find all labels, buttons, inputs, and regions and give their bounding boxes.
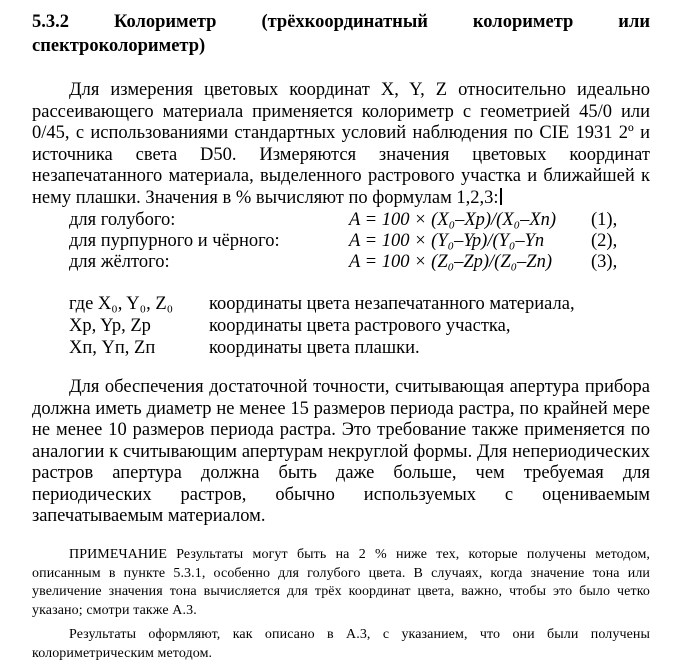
heading-word: колориметр bbox=[472, 12, 574, 32]
formula-number: (1), bbox=[591, 210, 618, 230]
coordinate-symbols: Xp, Yp, Zp bbox=[69, 316, 151, 336]
formula-expression: A = 100 × (Z₀–Zp)/(Z₀–Zп) bbox=[349, 252, 552, 272]
formula-label: для жёлтого: bbox=[69, 252, 170, 272]
note-paragraph: ПРИМЕЧАНИЕ Результаты могут быть на 2 % ниже тех, которые получены методом, описанным в пункте 5.3.1, особенно для голубого цвета. В случаях, когда значение тона или увеличение значения тона вычисляется для трёх координат цвета, важно, чтобы это было четко указано; смотри также А.3. bbox=[32, 547, 650, 618]
coordinate-symbols: где X₀, Y₀, Z₀ bbox=[69, 294, 174, 314]
coordinate-definition bbox=[69, 315, 629, 337]
intro-paragraph-text: Для измерения цветовых координат X, Y, Z относительно идеально рассеивающего материала применяется колориметр с геометрией 45/0 или 0/45, с использованиями стандартных условий наблюдения по CIE 1931 2º и источника света D50. Измеряются значения цветовых координат незапечатанного материала, выделенного растрового участка и ближайшей к нему плашки. Значения в % вычисляют по формулам 1,2,3: bbox=[32, 80, 650, 208]
formula-row bbox=[69, 251, 629, 273]
formula-row bbox=[69, 209, 629, 231]
coordinate-description: координаты цвета растрового участка, bbox=[209, 316, 511, 336]
formula-expression: A = 100 × (X₀–Xp)/(X₀–Xп) bbox=[349, 210, 557, 230]
formula-label: для голубого: bbox=[69, 210, 176, 230]
formula-expression: A = 100 × (Y₀–Yp)/(Y₀–Yп bbox=[349, 231, 545, 251]
formula-row bbox=[69, 230, 629, 252]
coordinate-definition bbox=[69, 293, 629, 315]
coordinate-description: координаты цвета плашки. bbox=[209, 338, 420, 358]
heading-line-1 bbox=[32, 10, 650, 34]
coordinate-description: координаты цвета незапечатанного материала, bbox=[209, 294, 575, 314]
aperture-paragraph: Для обеспечения достаточной точности, считывающая апертура прибора должна иметь диаметр не менее 15 размеров периода растра, по крайней мере не менее 10 размеров периода растра. Это требование также применяется по аналогии к считывающим апертурам некруглой формы. Для непериодических растров апертура должна быть даже больше, чем требуемая для периодических растров, обычно используемых с оцениваемым запечатываемым материалом. bbox=[32, 377, 650, 526]
heading-line-2: спектроколориметр) bbox=[32, 36, 206, 56]
heading-word: Колориметр bbox=[113, 12, 217, 32]
coordinate-definition bbox=[69, 337, 629, 359]
formula-label: для пурпурного и чёрного: bbox=[69, 231, 280, 251]
heading-word: или bbox=[618, 12, 650, 32]
note-results-paragraph: Результаты оформляют, как описано в А.3, с указанием, что они были получены колориметрическим методом. bbox=[32, 627, 650, 661]
formula-number: (3), bbox=[591, 252, 618, 272]
text-cursor bbox=[500, 188, 502, 205]
section-number: 5.3.2 bbox=[32, 12, 69, 32]
intro-paragraph bbox=[32, 80, 650, 209]
heading-word: (трёхкоординатный bbox=[261, 12, 428, 32]
coordinate-symbols: Xп, Yп, Zп bbox=[69, 338, 156, 358]
section-heading bbox=[32, 10, 650, 58]
formula-number: (2), bbox=[591, 231, 618, 251]
